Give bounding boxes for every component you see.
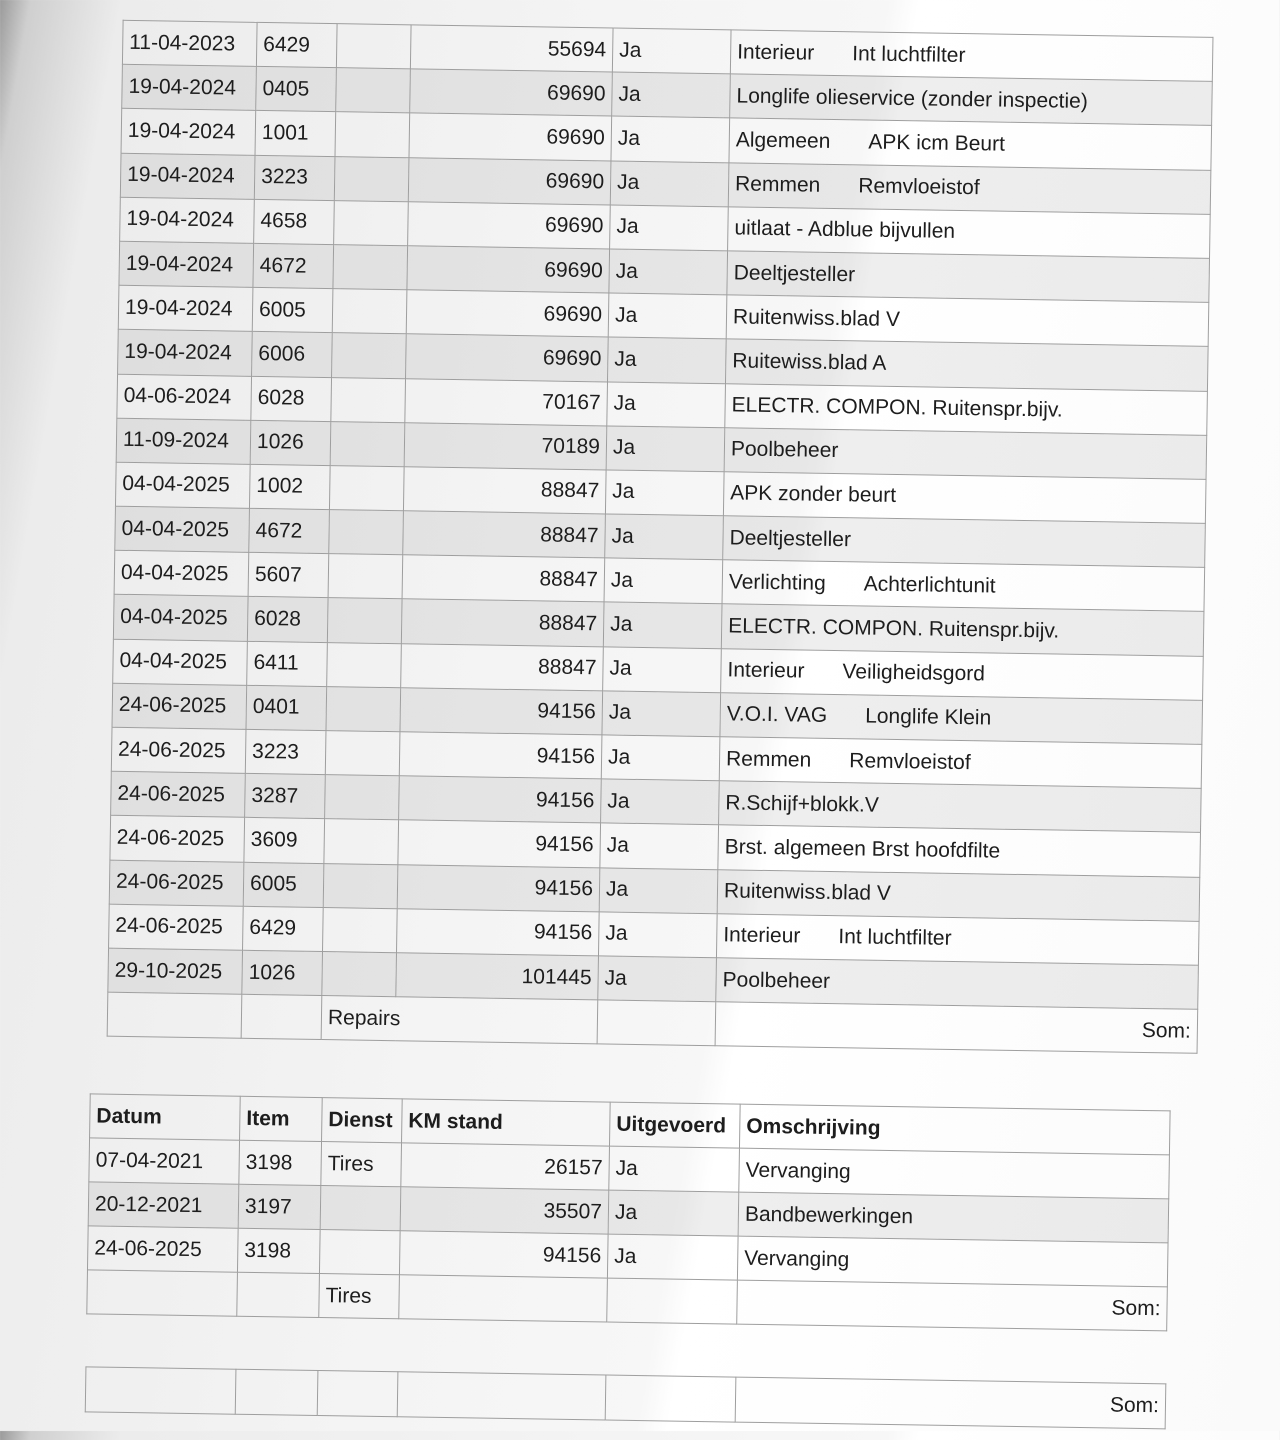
omschrijving-cell [716,913,1199,965]
omschrijving-part: Interieur [737,40,815,65]
spacer [826,590,864,591]
tires-total-label: Tires [319,1274,400,1319]
item-cell: 6429 [256,22,337,67]
omschrijving-cell: Bandbewerkingen [738,1192,1169,1243]
dienst-cell [327,598,402,643]
tires-table-body [87,1138,1169,1287]
dienst-cell [334,156,409,201]
extra-table [85,1366,1167,1429]
header-km-stand: KM stand [402,1099,611,1146]
dienst-cell [322,951,397,996]
spacer [800,943,838,944]
km-stand-cell: 69690 [406,290,609,337]
empty-cell [397,1372,606,1420]
omschrijving-cell [723,516,1206,568]
dienst-cell [334,200,409,245]
omschrijving-part: Achterlichtunit [863,572,996,598]
dienst-cell [336,68,411,113]
extra-footer-row [85,1367,1166,1429]
item-cell: 3198 [237,1228,320,1273]
date-cell: 04-04-2025 [115,506,250,552]
dienst-cell [331,377,406,422]
dienst-cell [324,819,399,864]
item-cell: 4672 [249,508,330,553]
km-stand-cell: 94156 [399,776,602,823]
item-cell: 0401 [246,685,327,730]
uitgevoerd-cell: Ja [609,1146,740,1192]
item-cell: 1002 [249,464,330,509]
km-stand-cell: 94156 [400,688,603,735]
header-uitgevoerd: Uitgevoerd [609,1102,740,1148]
dienst-cell [333,245,408,290]
km-stand-cell: 69690 [407,246,610,293]
dienst-cell [323,863,398,908]
uitgevoerd-cell: Ja [605,514,724,560]
omschrijving-part: Ruitenwiss.blad V [732,305,901,331]
dienst-cell [325,775,400,820]
dienst-cell [329,510,404,555]
item-cell: 1026 [242,950,323,995]
date-cell: 19-04-2024 [122,64,257,110]
empty-cell [85,1367,236,1414]
km-stand-cell: 69690 [408,202,611,249]
repairs-som-label: Som: [715,1002,1198,1054]
date-cell: 24-06-2025 [109,904,244,950]
uitgevoerd-cell: Ja [608,1190,739,1236]
km-stand-cell: 101445 [396,953,599,1000]
dienst-cell [332,289,407,334]
omschrijving-cell [730,74,1213,126]
date-cell: 19-04-2024 [119,241,254,287]
item-cell: 6005 [243,862,324,907]
omschrijving-part: Poolbeheer [722,967,831,993]
omschrijving-part: Poolbeheer [730,437,839,463]
dienst-cell [336,24,411,69]
date-cell: 04-06-2024 [117,374,252,420]
omschrijving-part: ELECTR. COMPON. Ruitenspr.bijv. [731,393,1063,422]
omschrijving-cell [720,693,1203,745]
km-stand-cell: 69690 [406,334,609,381]
item-cell: 1026 [250,420,331,465]
omschrijving-cell: Vervanging [737,1236,1168,1287]
omschrijving-part: Deeltjesteller [729,526,852,551]
item-cell: 0405 [256,67,337,112]
omschrijving-cell [721,648,1204,700]
extra-som-label: Som: [735,1377,1166,1429]
header-omschrijving: Omschrijving [739,1104,1170,1155]
uitgevoerd-cell: Ja [598,912,717,958]
item-cell: 6028 [247,597,328,642]
km-stand-cell: 69690 [408,157,611,204]
empty-cell [107,992,242,1038]
omschrijving-cell [718,825,1201,877]
date-cell: 29-10-2025 [108,948,243,994]
km-stand-cell: 88847 [402,555,605,602]
date-cell: 24-06-2025 [110,816,245,862]
date-cell: 04-04-2025 [113,595,248,641]
date-cell: 04-04-2025 [113,639,248,685]
km-stand-cell: 70167 [405,378,608,425]
uitgevoerd-cell: Ja [600,823,719,869]
omschrijving-part: ELECTR. COMPON. Ruitenspr.bijv. [727,614,1060,643]
dienst-cell [323,907,398,952]
dienst-cell: Tires [321,1142,402,1187]
omschrijving-part: Longlife Klein [864,704,992,730]
date-cell: 07-04-2021 [89,1138,240,1184]
omschrijving-cell [717,869,1200,921]
km-stand-cell: 94156 [399,1231,608,1278]
km-stand-cell: 94156 [399,732,602,779]
uitgevoerd-cell: Ja [606,426,725,472]
omschrijving-part: Remmen [725,746,812,772]
km-stand-cell: 69690 [410,69,613,116]
empty-cell [607,1278,738,1324]
omschrijving-cell: Vervanging [739,1148,1170,1199]
date-cell: 19-04-2024 [118,330,253,376]
header-datum: Datum [90,1094,241,1140]
date-cell: 24-06-2025 [109,860,244,906]
dienst-cell [320,1186,401,1231]
omschrijving-part: Deeltjesteller [733,260,856,286]
omschrijving-part: Interieur [727,658,805,683]
omschrijving-cell [729,118,1212,170]
km-stand-cell: 88847 [401,599,604,646]
item-cell: 6429 [243,906,324,951]
km-stand-cell: 88847 [401,643,604,690]
empty-cell [597,1000,716,1046]
omschrijving-part: Ruitewiss.blad A [732,349,887,375]
omschrijving-cell [719,737,1202,789]
date-cell: 19-04-2024 [120,197,255,243]
tires-table [86,1093,1170,1331]
item-cell: 5607 [248,553,329,598]
uitgevoerd-cell: Ja [607,381,726,427]
item-cell: 3197 [238,1184,321,1229]
uitgevoerd-cell: Ja [598,956,717,1002]
item-cell: 6006 [252,332,333,377]
km-stand-cell: 88847 [403,467,606,514]
header-dienst: Dienst [322,1098,403,1143]
omschrijving-cell [724,427,1207,479]
spacer [830,148,868,149]
uitgevoerd-cell: Ja [610,205,729,251]
uitgevoerd-cell: Ja [608,293,727,339]
omschrijving-part: Veiligheidsgord [842,660,986,686]
omschrijving-part: Ruitenwiss.blad V [723,879,892,906]
omschrijving-part: Brst. algemeen Brst hoofdfilte [724,835,1001,863]
item-cell: 6005 [252,287,333,332]
km-stand-cell: 94156 [398,820,601,867]
empty-cell [317,1371,398,1417]
uitgevoerd-cell: Ja [612,72,731,118]
date-cell: 19-04-2024 [118,285,253,331]
omschrijving-part: Algemeen [735,128,831,153]
item-cell: 3223 [245,729,326,774]
dienst-cell [326,686,401,731]
empty-cell [235,1369,318,1415]
item-cell: 3223 [254,155,335,200]
omschrijving-part: Remmen [734,172,821,197]
uitgevoerd-cell: Ja [604,558,723,604]
omschrijving-part: APK icm Beurt [868,130,1006,156]
date-cell: 11-09-2024 [116,418,251,464]
dienst-cell [335,112,410,157]
item-cell: 6028 [251,376,332,421]
maintenance-document [29,0,1251,1440]
omschrijving-part: Verlichting [728,570,826,595]
omschrijving-part: uitlaat - Adblue bijvullen [734,216,956,244]
date-cell: 04-04-2025 [115,462,250,508]
omschrijving-cell [725,383,1208,435]
item-cell: 1001 [255,111,336,156]
km-stand-cell: 55694 [410,25,613,72]
item-cell: 4672 [253,243,334,288]
date-cell: 24-06-2025 [111,727,246,773]
omschrijving-part: APK zonder beurt [730,481,897,508]
dienst-cell [329,465,404,510]
omschrijving-part: Remvloeistof [858,174,980,200]
omschrijving-cell [721,604,1204,656]
uitgevoerd-cell: Ja [610,161,729,207]
item-cell: 3198 [239,1140,322,1185]
uitgevoerd-cell: Ja [605,470,724,516]
omschrijving-part: Longlife olieservice (zonder inspectie) [736,84,1089,113]
date-cell: 24-06-2025 [111,771,246,817]
omschrijving-cell [728,162,1211,214]
date-cell: 24-06-2025 [87,1226,238,1272]
uitgevoerd-cell: Ja [607,1234,738,1280]
item-cell: 3287 [245,773,326,818]
uitgevoerd-cell: Ja [611,116,730,162]
dienst-cell [332,333,407,378]
empty-cell [241,994,322,1039]
omschrijving-cell [727,251,1210,303]
date-cell: 19-04-2024 [120,153,255,199]
omschrijving-cell [728,207,1211,259]
uitgevoerd-cell: Ja [607,337,726,383]
uitgevoerd-cell: Ja [601,735,720,781]
dienst-cell [319,1230,400,1275]
repairs-table [107,20,1214,1054]
dienst-cell [327,642,402,687]
omschrijving-part: V.O.I. VAG [726,702,828,728]
date-cell: 24-06-2025 [112,683,247,729]
uitgevoerd-cell: Ja [599,867,718,913]
omschrijving-cell [716,958,1199,1010]
omschrijving-part: Int luchtfilter [838,925,952,951]
spacer [811,766,849,767]
spacer [814,59,852,60]
spacer [827,722,865,723]
date-cell: 20-12-2021 [88,1182,239,1228]
tires-som-label: Som: [737,1280,1168,1331]
uitgevoerd-cell: Ja [601,779,720,825]
omschrijving-cell [730,30,1213,82]
spacer [804,678,842,679]
uitgevoerd-cell: Ja [602,691,721,737]
item-cell: 4658 [254,199,335,244]
uitgevoerd-cell: Ja [603,602,722,648]
omschrijving-part: Remvloeistof [849,748,971,774]
uitgevoerd-cell: Ja [609,249,728,295]
km-stand-cell: 69690 [409,113,612,160]
header-item: Item [240,1096,323,1141]
item-cell: 6411 [247,641,328,686]
empty-cell [237,1272,320,1317]
omschrijving-cell [725,339,1208,391]
date-cell: 04-04-2025 [114,550,249,596]
empty-cell [399,1275,608,1322]
km-stand-cell: 70189 [404,422,607,469]
dienst-cell [325,731,400,776]
km-stand-cell: 35507 [400,1187,609,1234]
item-cell: 3609 [244,818,325,863]
spacer [820,192,858,193]
omschrijving-cell [726,295,1209,347]
repairs-table-body [108,20,1213,1009]
km-stand-cell: 26157 [401,1143,610,1190]
dienst-cell [330,421,405,466]
omschrijving-cell [722,560,1205,612]
km-stand-cell: 94156 [397,908,600,955]
repairs-total-label: Repairs [321,996,598,1045]
uitgevoerd-cell: Ja [612,28,731,74]
uitgevoerd-cell: Ja [603,647,722,693]
omschrijving-part: R.Schijf+blokk.V [725,791,880,817]
omschrijving-cell [723,472,1206,524]
km-stand-cell: 94156 [397,864,600,911]
omschrijving-part: Interieur [723,923,801,948]
date-cell: 19-04-2024 [121,109,256,155]
date-cell: 11-04-2023 [122,20,257,66]
dienst-cell [328,554,403,599]
omschrijving-cell [719,781,1202,833]
empty-cell [87,1270,238,1316]
omschrijving-part: Int luchtfilter [852,41,966,67]
empty-cell [605,1375,736,1422]
km-stand-cell: 88847 [403,511,606,558]
